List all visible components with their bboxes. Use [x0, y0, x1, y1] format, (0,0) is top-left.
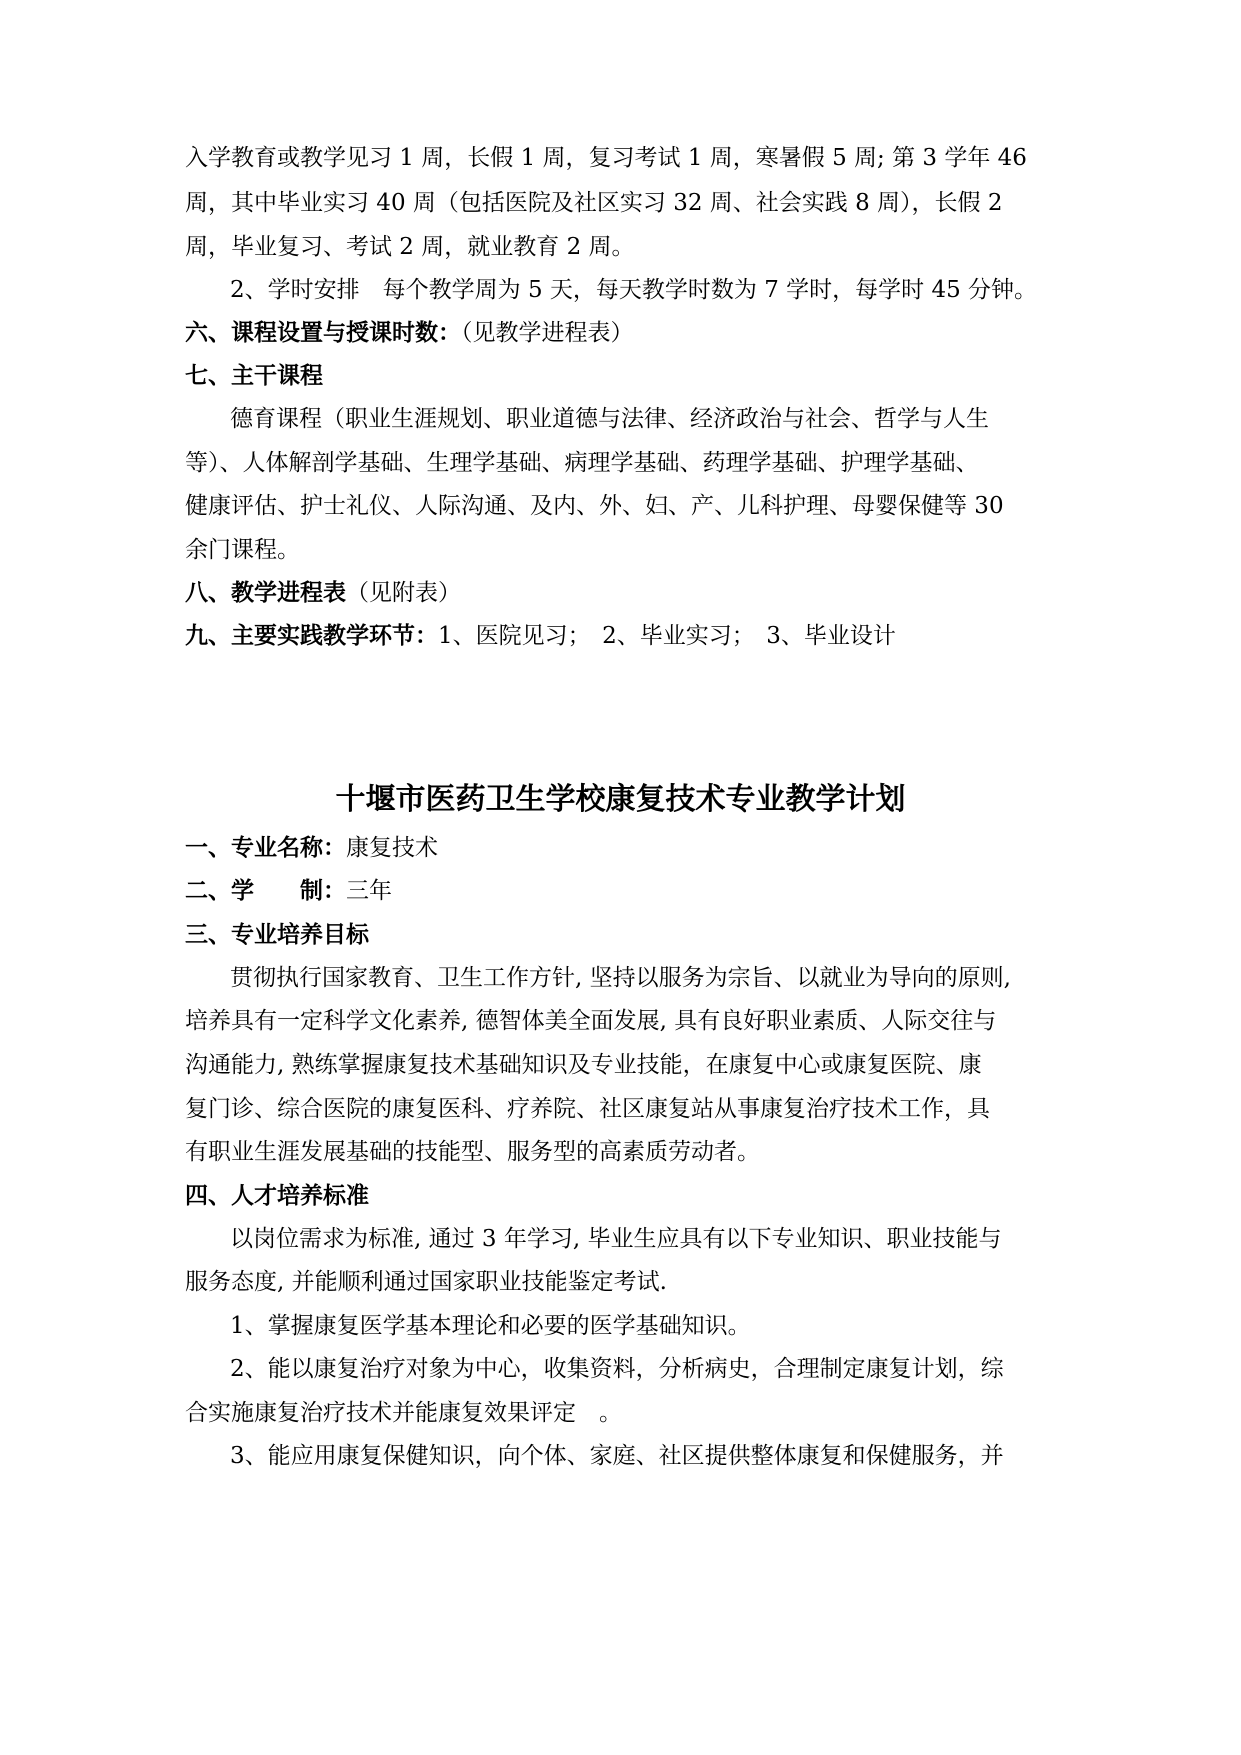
section-2 — [185, 876, 1065, 906]
section-text: （见附表） — [346, 580, 461, 606]
paragraph-line: 余门课程。 — [185, 537, 300, 563]
section-heading: 三、专业培养目标 — [185, 922, 369, 948]
section-8 — [185, 578, 1065, 608]
section-text: 三年 — [346, 878, 392, 904]
paragraph-line: 德育课程（职业生涯规划、职业道德与法律、经济政治与社会、哲学与人生 — [230, 406, 989, 432]
section-heading: 七、主干课程 — [185, 363, 323, 389]
section-heading: 二、学 制： — [185, 878, 346, 904]
section-text: 康复技术 — [346, 835, 438, 861]
paragraph-line: 2、学时安排 每个教学周为 5 天，每天教学时数为 7 学时，每学时 45 分钟。 — [230, 277, 1038, 303]
section-heading: 四、人才培养标准 — [185, 1183, 369, 1209]
paragraph-line: 周，毕业复习、考试 2 周，就业教育 2 周。 — [185, 234, 635, 260]
section-text: 1、医院见习； 2、毕业实习； 3、毕业设计 — [438, 623, 896, 649]
paragraph-line: 服务态度, 并能顺利通过国家职业技能鉴定考试. — [185, 1269, 667, 1295]
document-title: 十堰市医药卫生学校康复技术专业教学计划 — [335, 782, 906, 817]
paragraph-line: 培养具有一定科学文化素养, 德智体美全面发展, 具有良好职业素质、人际交往与 — [185, 1008, 997, 1034]
section-heading: 一、专业名称： — [185, 835, 346, 861]
section-6 — [185, 318, 1065, 348]
section-text: （见教学进程表） — [461, 320, 634, 346]
section-heading: 八、教学进程表 — [185, 580, 346, 606]
paragraph-line: 3、能应用康复保健知识，向个体、家庭、社区提供整体康复和保健服务，并 — [230, 1443, 1004, 1469]
paragraph-line: 2、能以康复治疗对象为中心，收集资料，分析病史，合理制定康复计划，综 — [230, 1356, 1004, 1382]
paragraph-line: 周，其中毕业实习 40 周（包括医院及社区实习 32 周、社会实践 8 周），长假 2 — [185, 190, 1003, 216]
paragraph-line: 沟通能力, 熟练掌握康复技术基础知识及专业技能，在康复中心或康复医院、康 — [185, 1052, 982, 1078]
paragraph-line: 1、掌握康复医学基本理论和必要的医学基础知识。 — [230, 1313, 751, 1339]
paragraph-line: 健康评估、护士礼仪、人际沟通、及内、外、妇、产、儿科护理、母婴保健等 30 — [185, 493, 1004, 519]
paragraph-line: 贯彻执行国家教育、卫生工作方针, 坚持以服务为宗旨、以就业为导向的原则, — [230, 965, 1011, 991]
section-1 — [185, 833, 1065, 863]
paragraph-line: 以岗位需求为标准, 通过 3 年学习, 毕业生应具有以下专业知识、职业技能与 — [230, 1226, 1002, 1252]
section-heading: 九、主要实践教学环节： — [185, 623, 438, 649]
section-9 — [185, 621, 1065, 651]
section-heading: 六、课程设置与授课时数： — [185, 320, 461, 346]
paragraph-line: 合实施康复治疗技术并能康复效果评定 。 — [185, 1400, 622, 1426]
paragraph-line: 等）、人体解剖学基础、生理学基础、病理学基础、药理学基础、护理学基础、 — [185, 450, 979, 476]
paragraph-line: 有职业生涯发展基础的技能型、服务型的高素质劳动者。 — [185, 1139, 760, 1165]
paragraph-line: 入学教育或教学见习 1 周，长假 1 周，复习考试 1 周，寒暑假 5 周; 第 3 学年 46 — [185, 145, 1027, 171]
paragraph-line: 复门诊、综合医院的康复医科、疗养院、社区康复站从事康复治疗技术工作，具 — [185, 1096, 990, 1122]
